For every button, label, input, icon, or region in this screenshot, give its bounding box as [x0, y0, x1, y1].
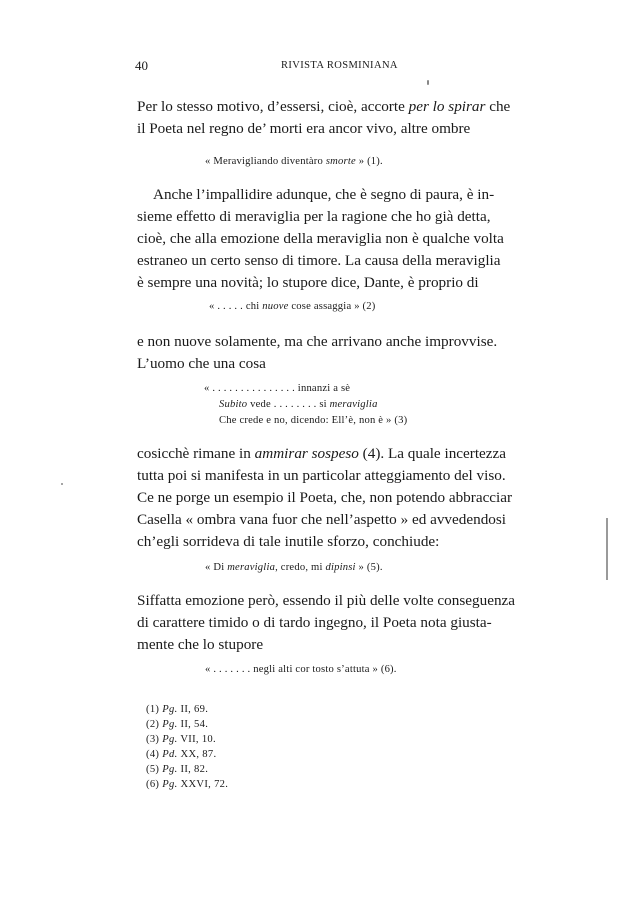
- body-line: Anche l’impallidire adunque, che è segno di paura, è in-: [153, 186, 495, 203]
- text-span: » (1).: [355, 156, 383, 167]
- quote-line: [205, 562, 383, 573]
- body-line: il Poeta nel regno de’ morti era ancor vivo, altre ombre: [137, 120, 471, 137]
- footnote: [146, 749, 216, 760]
- text-span: cosicchè rimane in: [137, 445, 255, 462]
- body-line: cioè, che alla emozione della meraviglia non è qualche volta: [137, 230, 504, 247]
- text-span: (4). La quale incertezza: [358, 445, 507, 462]
- quote-line: [205, 156, 383, 167]
- footnote: [146, 719, 208, 730]
- footnote: [146, 764, 208, 775]
- text-span: « Di: [205, 562, 228, 573]
- body-line: è sempre una novità; lo stupore dice, Dante, è proprio di: [137, 274, 479, 291]
- quote-line: « . . . . . . . negli alti cor tosto s’attuta » (6).: [205, 664, 397, 675]
- footnote-number: (5): [146, 764, 160, 775]
- footnote-book: Pg.: [162, 764, 178, 775]
- footnote-ref: VII, 10.: [180, 734, 216, 745]
- footnote-book: Pd.: [162, 749, 178, 760]
- text-span: « . . . . . chi: [209, 301, 263, 312]
- body-line: L’uomo che una cosa: [137, 355, 266, 372]
- scan-edge-mark: [606, 518, 608, 580]
- body-line: Siffatta emozione però, essendo il più delle volte conseguenza: [137, 592, 516, 609]
- running-title: RIVISTA ROSMINIANA: [281, 60, 398, 71]
- footnote-ref: XX, 87.: [180, 749, 217, 760]
- text-span: , credo, mi: [275, 562, 326, 573]
- text-span: » (5).: [355, 562, 383, 573]
- footnote-number: (1): [146, 704, 160, 715]
- body-line: mente che lo stupore: [137, 636, 264, 653]
- text-span: Per lo stesso motivo, d’essersi, cioè, accorte: [137, 98, 409, 115]
- italic-text: smorte: [325, 156, 356, 167]
- footnote: [146, 704, 208, 715]
- italic-text: ammirar sospeso: [254, 445, 359, 462]
- footnote-book: Pg.: [162, 704, 178, 715]
- quote-line: [209, 301, 376, 312]
- footnote-book: Pg.: [162, 734, 178, 745]
- text-span: vede . . . . . . . . si: [247, 399, 330, 410]
- footnote-ref: II, 69.: [180, 704, 209, 715]
- body-line: Ce ne porge un esempio il Poeta, che, non potendo abbracciar: [137, 489, 513, 506]
- italic-text: meraviglia: [329, 399, 378, 410]
- footnote-number: (4): [146, 749, 160, 760]
- text-span: « Meravigliando diventàro: [205, 156, 326, 167]
- text-span: che: [485, 98, 511, 115]
- footnote-number: (2): [146, 719, 160, 730]
- footnote-ref: II, 82.: [180, 764, 209, 775]
- body-line: ch’egli sorrideva di tale inutile sforzo, conchiude:: [137, 533, 440, 550]
- footnote: [146, 734, 216, 745]
- footnote-number: (3): [146, 734, 160, 745]
- page-number: 40: [135, 58, 148, 73]
- body-line: Casella « ombra vana fuor che nell’aspetto » ed avvedendosi: [137, 511, 507, 528]
- italic-text: Subito: [219, 399, 248, 410]
- quote-line: « . . . . . . . . . . . . . . . innanzi a sè: [204, 383, 351, 394]
- scan-speck: [61, 483, 63, 485]
- footnote: [146, 779, 228, 790]
- body-line: [137, 98, 510, 116]
- footnote-ref: II, 54.: [180, 719, 209, 730]
- footnote-ref: XXVI, 72.: [180, 779, 229, 790]
- italic-text: per lo spirar: [408, 98, 486, 115]
- body-line: estraneo un certo senso di timore. La causa della meraviglia: [137, 252, 501, 269]
- body-line: tutta poi si manifesta in un particolar atteggiamento del viso.: [137, 467, 506, 484]
- quote-line: [219, 399, 378, 410]
- text-span: cose assaggia » (2): [288, 301, 376, 312]
- scan-speck: [427, 80, 429, 85]
- quote-line: Che crede e no, dicendo: Ell’è, non è » (3): [219, 415, 408, 426]
- italic-text: meraviglia: [227, 562, 276, 573]
- footnote-book: Pg.: [162, 719, 178, 730]
- italic-text: nuove: [262, 301, 289, 312]
- footnote-number: (6): [146, 779, 160, 790]
- body-line: e non nuove solamente, ma che arrivano anche improvvise.: [137, 333, 498, 350]
- footnote-book: Pg.: [162, 779, 178, 790]
- body-line: sieme effetto di meraviglia per la ragione che ho già detta,: [137, 208, 491, 225]
- italic-text: dipinsi: [325, 562, 356, 573]
- body-line: di carattere timido o di tardo ingegno, il Poeta nota giusta-: [137, 614, 492, 631]
- body-line: [137, 445, 506, 463]
